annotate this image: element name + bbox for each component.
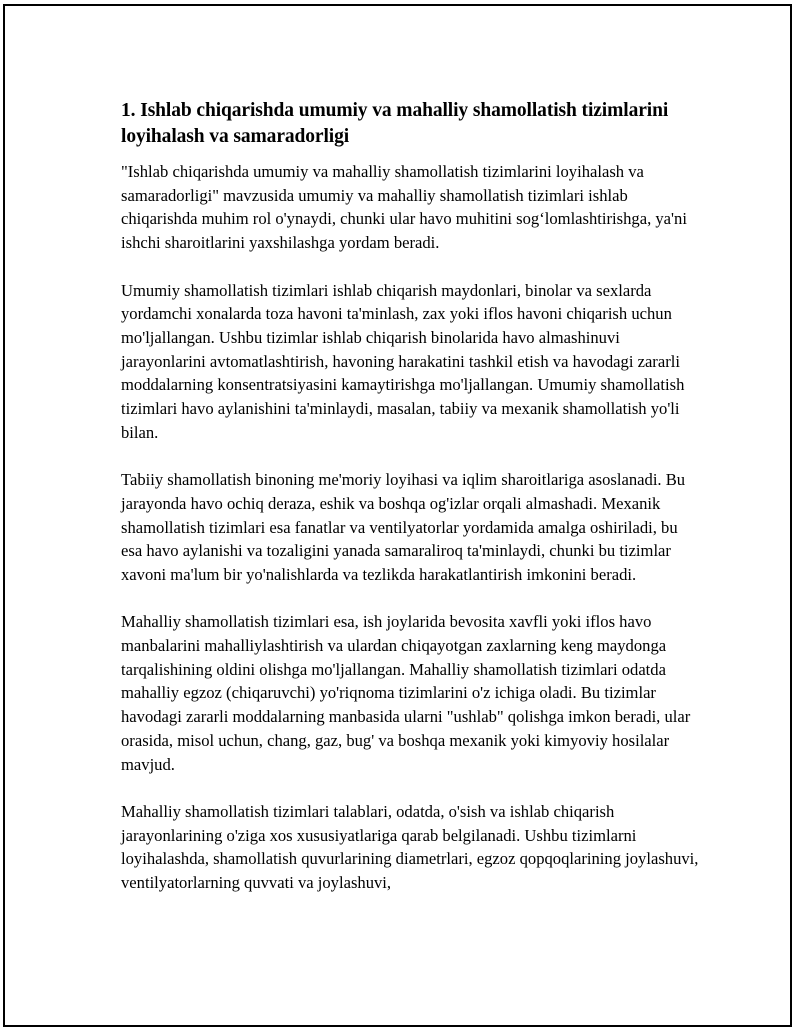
section-heading: 1. Ishlab chiqarishda umumiy va mahalliy shamollatish tizimlarini loyihalash va samaradorligi [121,100,669,147]
paragraph-natural-ventilation: Tabiiy shamollatish binoning me'moriy loyihasi va iqlim sharoitlariga asoslanadi. Bu jarayonda havo ochiq deraza, eshik va boshqa og'izlar orqali almashadi. Mexanik shamollatish tizimlari esa fanatlar va ventilyatorlar yordamida amalga oshiriladi, bu esa havo aylanishi va tozaligini yanada samaraliroq ta'minlaydi, chunki bu tizimlar xavoni ma'lum bir yo'nalishlarda va tezlikda harakatlantirish imkonini beradi. [121,470,686,584]
paragraph-general-ventilation: Umumiy shamollatish tizimlari ishlab chiqarish maydonlari, binolar va sexlarda yordamchi xonalarda toza havoni ta'minlash, zax yoki iflos havoni chiqarish uchun mo'ljallangan. Ushbu tizimlar ishlab chiqarish binolarida havo almashinuvi jarayonlarini avtomatlashtirish, havoning harakatini tashkil etish va havodagi zararli moddalarning konsentratsiyasini kamaytirishga mo'ljallangan. Umumiy shamollatish tizimlari havo aylanishini ta'minlaydi, masalan, tabiiy va mexanik shamollatish yo'li bilan. [121,280,685,442]
paragraph-local-requirements: Mahalliy shamollatish tizimlari talablari, odatda, o'sish va ishlab chiqarish jarayonlarining o'ziga xos xususiyatlariga qarab belgilanadi. Ushbu tizimlarni loyihalashda, shamollatish quvurlarining diametrlari, egzoz qopqoqlarining joylashuvi, ventilyatorlarning quvvati va joylashuvi, [121,801,699,893]
page-frame [3,4,792,1027]
document-body [121,98,701,918]
paragraph-intro: "Ishlab chiqarishda umumiy va mahalliy shamollatish tizimlarini loyihalash va samaradorligi" mavzusida umumiy va mahalliy shamollatish tizimlari ishlab chiqarishda muhim rol o'ynaydi, chunki ular havo muhitini sog‘lomlashtirishga, ya'ni ishchi sharoitlarini yaxshilashga yordam beradi. [121,162,687,253]
paragraph-local-ventilation: Mahalliy shamollatish tizimlari esa, ish joylarida bevosita xavfli yoki iflos havo manbalarini mahalliylashtirish va ulardan chiqayotgan zaxlarning keng maydonga tarqalishining oldini olishga mo'ljallangan. Mahalliy shamollatish tizimlari odatda mahalliy egzoz (chiqaruvchi) yo'riqnoma tizimlarini o'z ichiga oladi. Bu tizimlar havodagi zararli moddalarning manbasida ularni "ushlab" qolishga imkon beradi, ular orasida, misol uchun, chang, gaz, bug' va boshqa mexanik yoki kimyoviy hosilalar mavjud. [121,612,691,774]
